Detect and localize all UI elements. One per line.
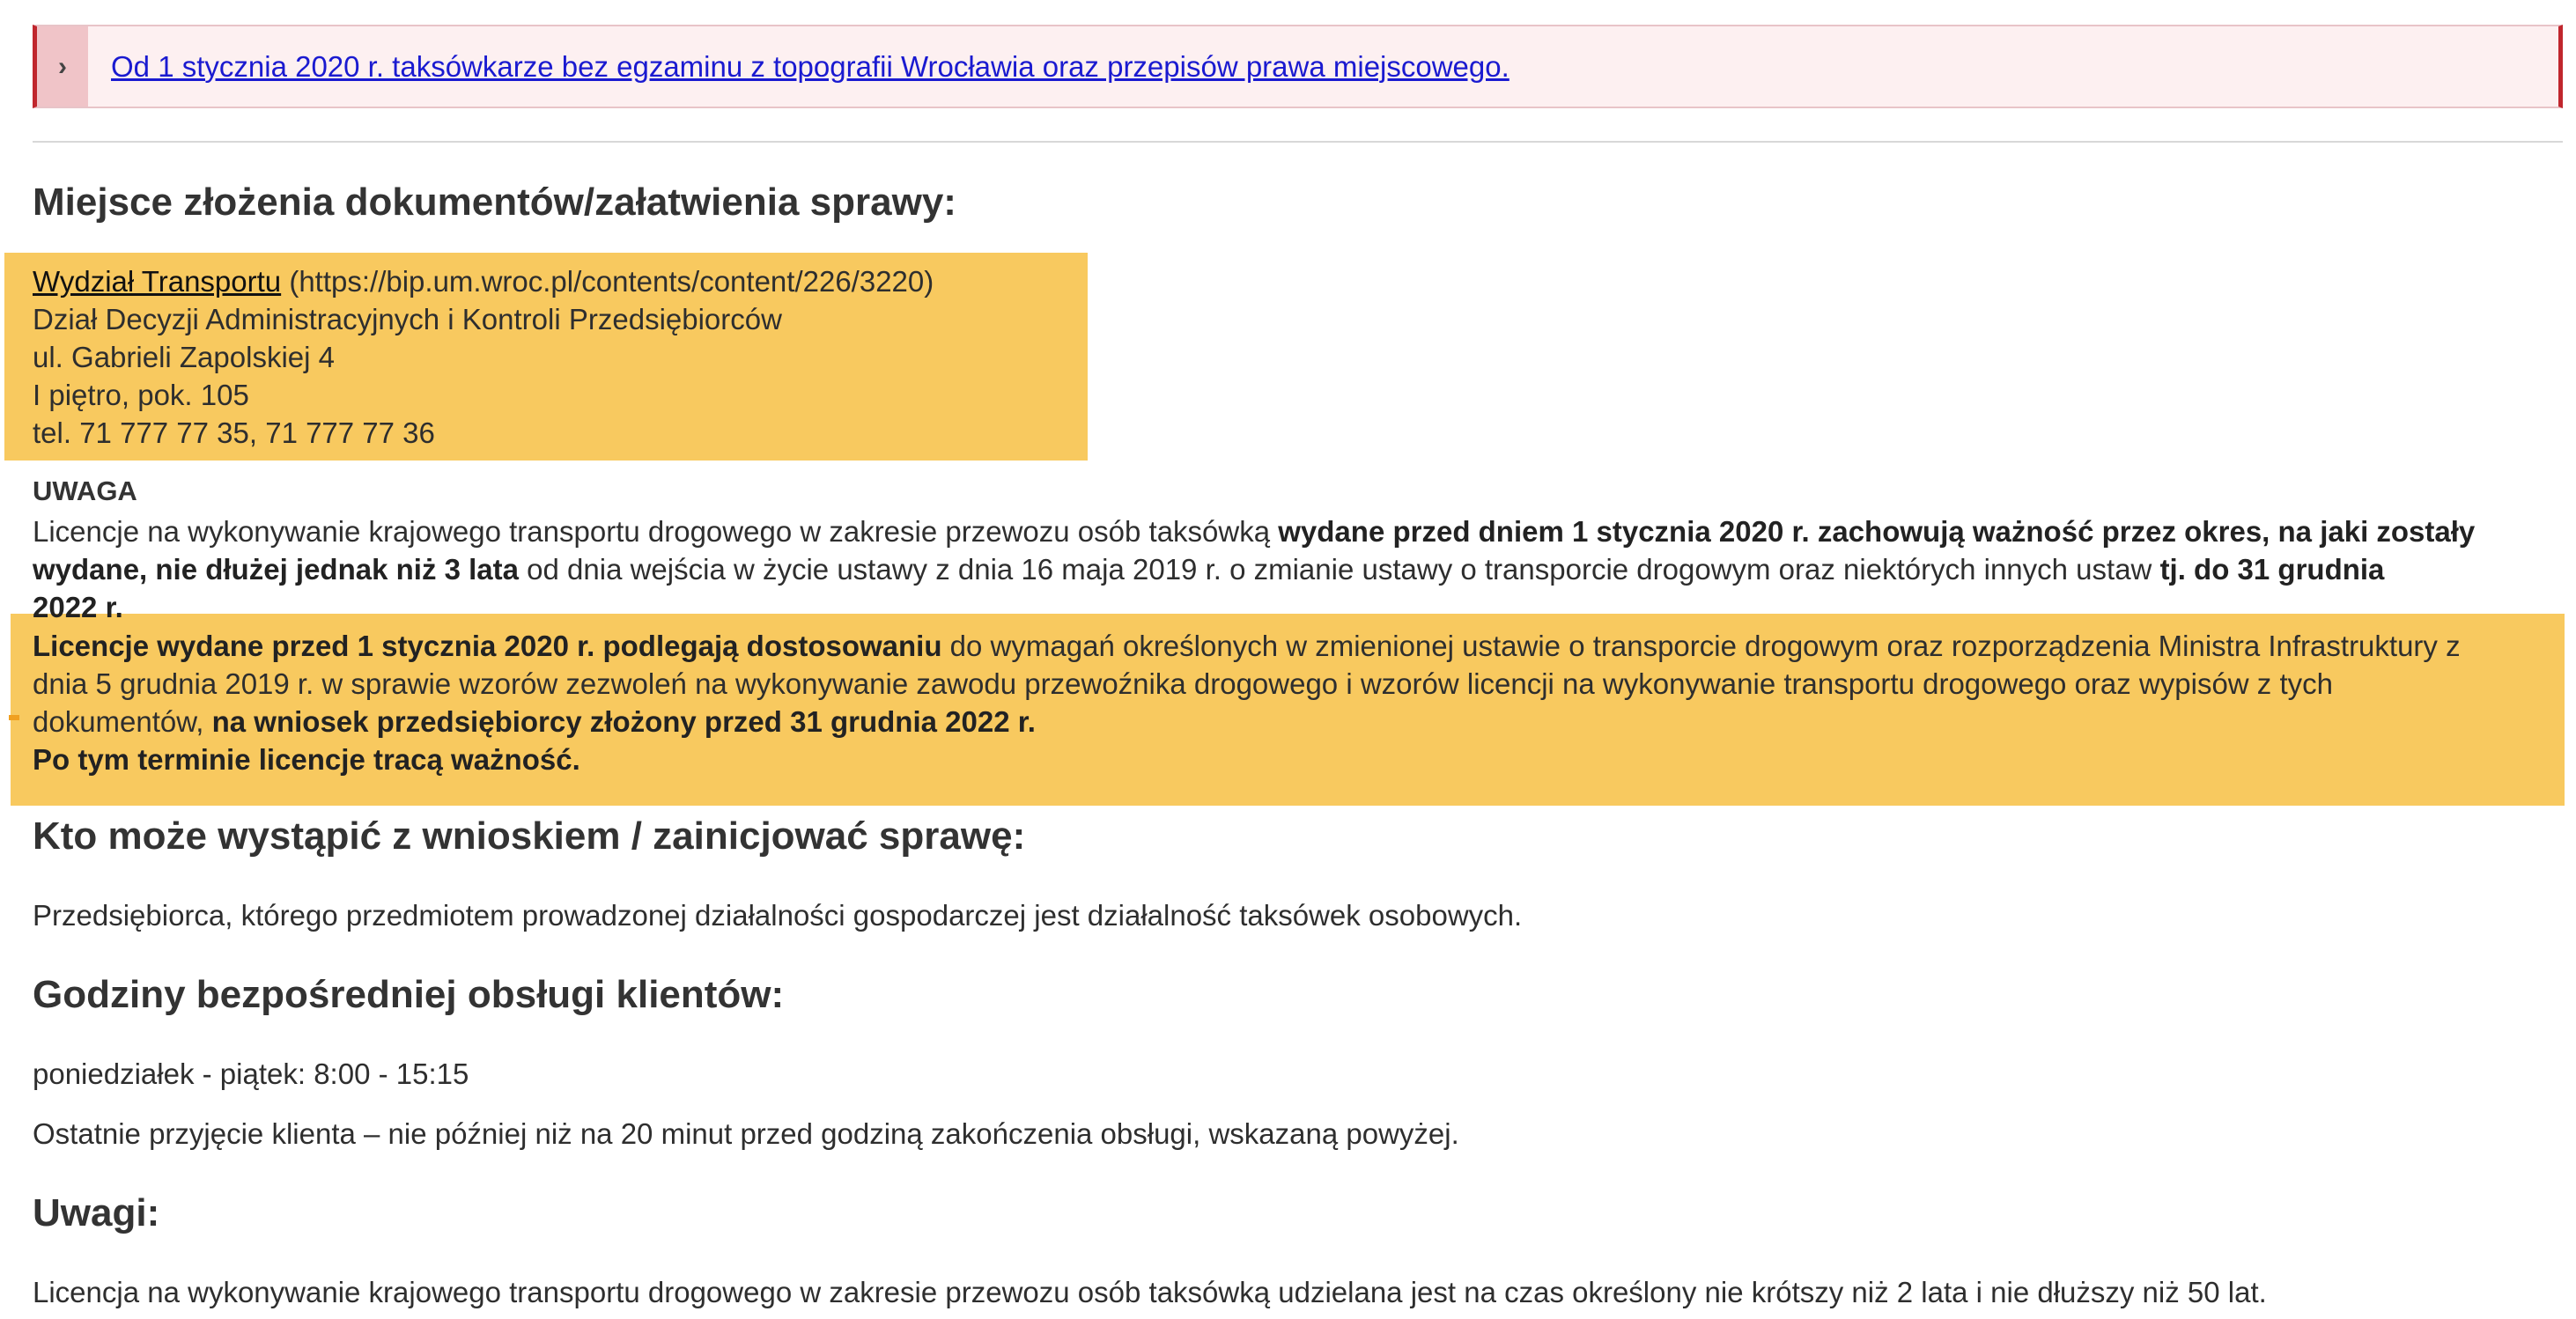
- phone-numbers: tel. 71 777 77 35, 71 777 77 36: [33, 416, 435, 449]
- highlight-marker: [9, 715, 19, 720]
- divider: [33, 141, 2563, 143]
- warning-paragraph-1: Licencje na wykonywanie krajowego transportu drogowego w zakresie przewozu osób taksówką wydane przed dniem 1 stycznia 2020 r. zachowują ważność przez okres, na jaki zostały wydane, nie dłużej jednak niż 3 lata od dnia wejścia w życie ustawy z dnia 16 maja 2019 r. o zmianie ustawy o transporcie drogowym oraz niektórych innych ustaw tj. do 31 grudnia 2022 r.: [33, 515, 2476, 623]
- hours-note: Ostatnie przyjęcie klienta – nie później niż na 20 minut przed godziną zakończenia obsługi, wskazaną powyżej.: [33, 1117, 1459, 1150]
- office-hours: poniedziałek - piątek: 8:00 - 15:15: [33, 1057, 469, 1090]
- office-link[interactable]: Wydział Transportu: [33, 265, 282, 298]
- notes-text: Licencja na wykonywanie krajowego transportu drogowego w zakresie przewozu osób taksówką udzielana jest na czas określony nie krótszy niż 2 lata i nie dłuższy niż 50 lat.: [33, 1276, 2267, 1308]
- section-heading-who: Kto może wystąpić z wnioskiem / zainicjować sprawę:: [33, 814, 1026, 858]
- warning-label: UWAGA: [33, 475, 137, 506]
- floor-room: I piętro, pok. 105: [33, 379, 249, 411]
- section-heading-hours: Godziny bezpośredniej obsługi klientów:: [33, 973, 785, 1016]
- department-name: Dział Decyzji Administracyjnych i Kontroli Przedsiębiorców: [33, 303, 782, 335]
- notice-link[interactable]: Od 1 stycznia 2020 r. taksówkarze bez egzaminu z topografii Wrocławia oraz przepisów prawa miejscowego.: [111, 49, 1509, 83]
- street-address: ul. Gabrieli Zapolskiej 4: [33, 341, 335, 373]
- expand-toggle[interactable]: [37, 26, 88, 107]
- chevron-right-icon: ›: [58, 51, 67, 81]
- office-url: (https://bip.um.wroc.pl/contents/content/226/3220): [289, 265, 934, 298]
- news-notice-bar: [33, 25, 2563, 108]
- warning-expiry: Po tym terminie licencje tracą ważność.: [33, 743, 580, 776]
- warning-paragraph-2: Licencje wydane przed 1 stycznia 2020 r. podlegają dostosowaniu do wymagań określonych w zmienionej ustawie o transporcie drogowym oraz rozporządzenia Ministra Infrastruktury z dnia 5 grudnia 2019 r. w sprawie wzorów zezwoleń na wykonywanie zawodu przewoźnika drogowego i wzorów licencji na wykonywanie transportu drogowego oraz wypisów z tych dokumentów, na wniosek przedsiębiorcy złożony przed 31 grudnia 2022 r. Po tym terminie licencje tracą ważność.: [33, 630, 2461, 776]
- office-address: [33, 262, 934, 452]
- section-heading-place: Miejsce złożenia dokumentów/załatwienia sprawy:: [33, 181, 956, 224]
- who-text: Przedsiębiorca, którego przedmiotem prowadzonej działalności gospodarczej jest działalność taksówek osobowych.: [33, 899, 1523, 932]
- section-heading-notes: Uwagi:: [33, 1191, 160, 1234]
